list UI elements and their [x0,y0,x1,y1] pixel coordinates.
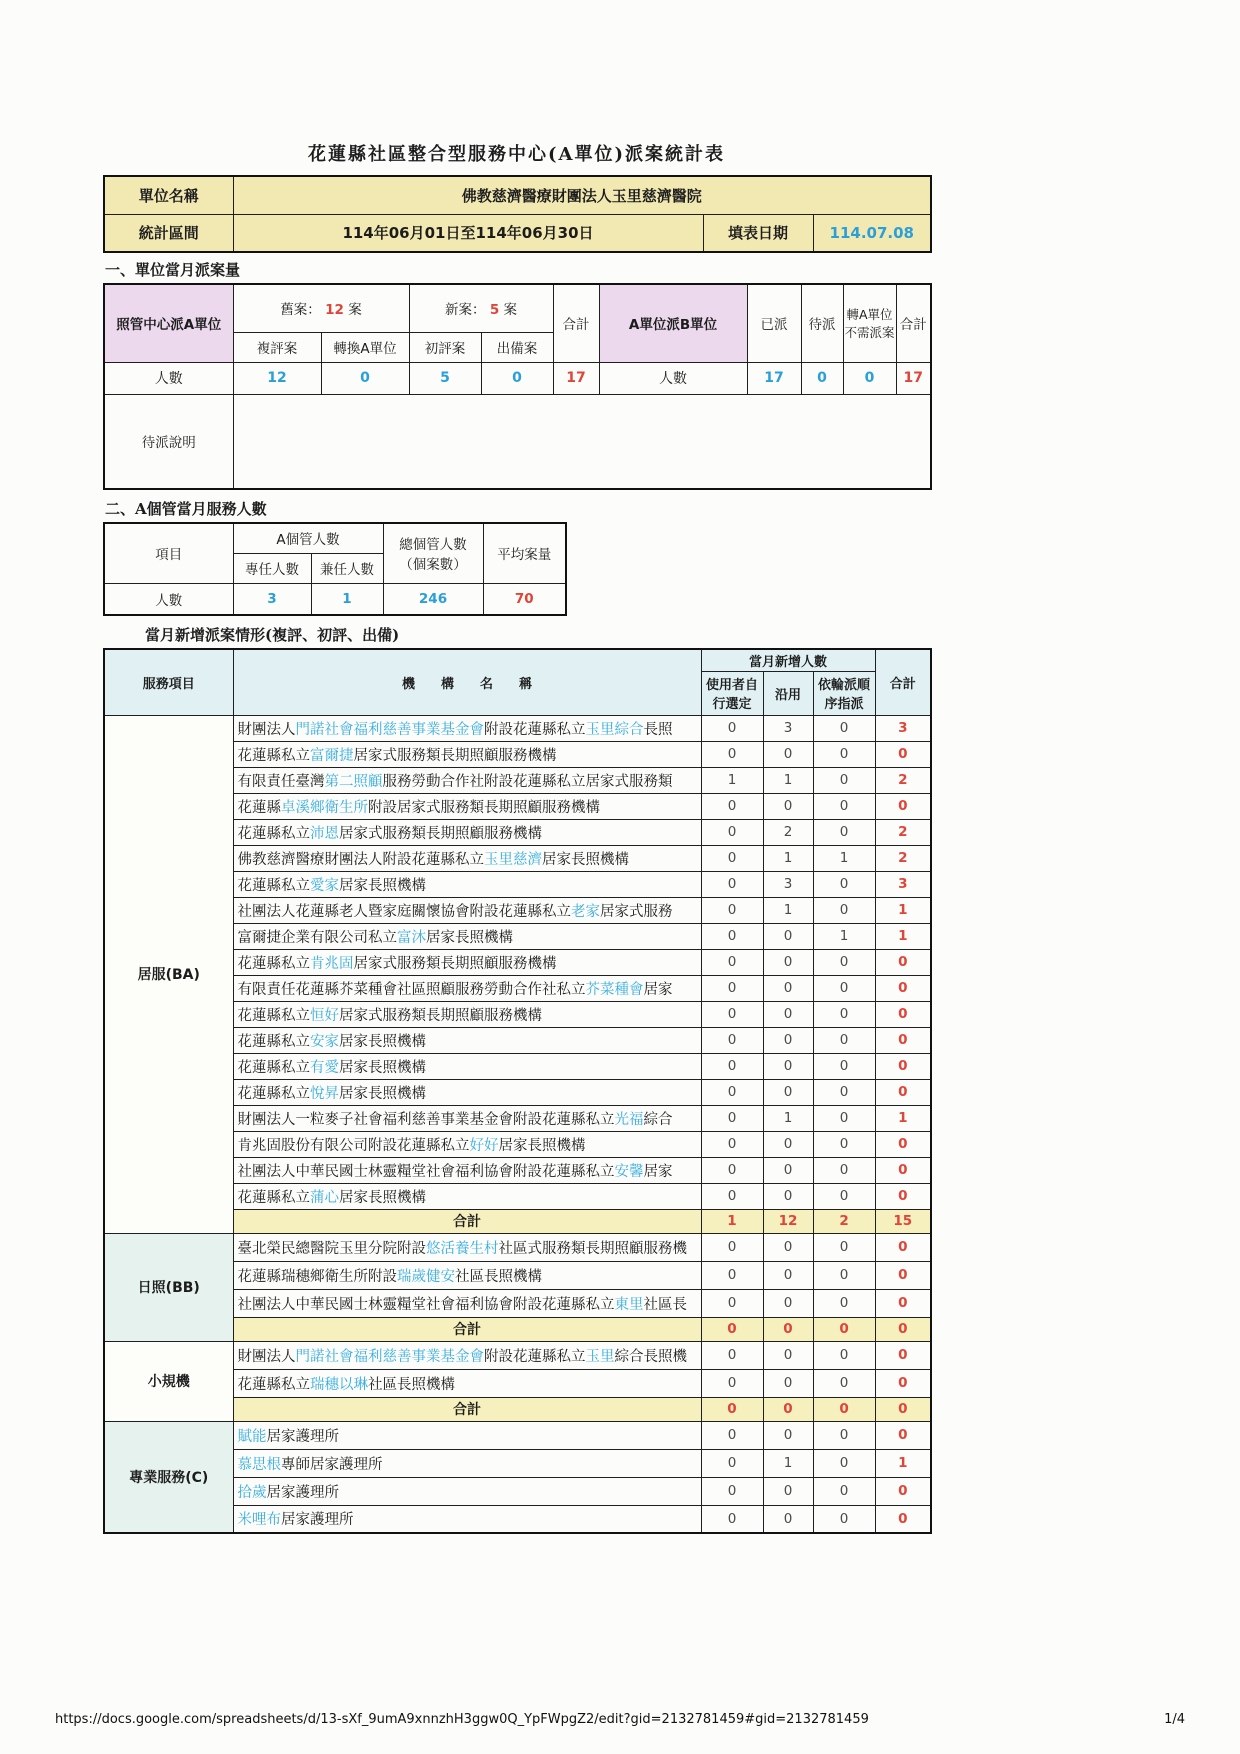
value-cell: 0 [813,1105,875,1131]
item-header: 項目 [104,523,233,583]
value-cell: 0 [701,1289,763,1317]
value-cell: 3 [763,715,813,741]
avg-caseload-header: 平均案量 [483,523,566,583]
left-total-header: 合計 [553,284,599,362]
value-cell: 2 [763,819,813,845]
value-cell: 3 [875,871,931,897]
right-total-header: 合計 [896,284,931,362]
org-name: 社團法人花蓮縣老人暨家庭關懷協會附設花蓮縣私立老家居家式服務 [233,897,701,923]
left-row-label: 人數 [104,362,233,394]
value-cell: 0 [701,1341,763,1369]
org-name: 花蓮縣私立肯兆固居家式服務類長期照顧服務機構 [233,949,701,975]
value-cell: 2 [875,845,931,871]
value-cell: 0 [763,1261,813,1289]
pending-note-value [233,394,931,489]
service-item-header: 服務項目 [104,649,233,715]
value-cell: 0 [875,1233,931,1261]
unit-name-label: 單位名稱 [104,176,233,214]
total-managed-header-line2: （個案數） [399,557,467,574]
value-cell: 0 [701,923,763,949]
subtotal-value: 1 [701,1209,763,1233]
org-name: 拾歲居家護理所 [233,1477,701,1505]
value-cell: 1 [875,1449,931,1477]
value-cell: 0 [701,897,763,923]
old-case-label: 舊案： [280,302,321,319]
value-cell: 0 [813,897,875,923]
care-center-dispatch-header: 照管中心派A單位 [104,284,233,362]
new-case-cell [409,284,553,332]
subtotal-value: 0 [875,1397,931,1421]
value-cell: 0 [763,793,813,819]
org-name: 社團法人中華民國士林靈糧堂社會福利協會附設花蓮縣私立安馨居家 [233,1157,701,1183]
footer-url: https://docs.google.com/spreadsheets/d/13-sXf_9umA9xnnzhH3ggw0Q_YpFWpgZ2/edit?gid=2132781459#gid=2132781459 [55,1712,869,1727]
value-cell: 0 [763,1001,813,1027]
org-name: 慕思根專師居家護理所 [233,1449,701,1477]
parttime-value: 1 [311,583,383,615]
value-cell: 0 [813,793,875,819]
org-name: 花蓮縣私立恒好居家式服務類長期照顧服務機構 [233,1001,701,1027]
org-name: 花蓮縣私立安家居家長照機構 [233,1027,701,1053]
value-cell: 0 [875,1157,931,1183]
value-cell: 0 [813,871,875,897]
grand-total-header: 合計 [875,649,931,715]
value-cell: 0 [813,1027,875,1053]
org-name: 賦能居家護理所 [233,1421,701,1449]
initial-eval-header: 初評案 [409,332,481,362]
page-footer [55,1712,1185,1727]
old-case-value: 12 [325,302,344,319]
value-cell: 0 [813,767,875,793]
value-cell: 0 [813,1131,875,1157]
value-cell: 0 [813,1289,875,1317]
transfer-a-header: 轉換A單位 [321,332,409,362]
value-cell: 0 [763,1079,813,1105]
value-cell: 0 [875,1027,931,1053]
no-dispatch-needed-value: 0 [843,362,896,394]
org-name: 花蓮縣卓溪鄉衛生所附設居家式服務類長期照顧服務機構 [233,793,701,819]
period-value: 114年06月01日至114年06月30日 [233,214,703,252]
table-row [104,1233,931,1261]
subtotal-value: 0 [701,1317,763,1341]
self-select-header: 使用者自行選定 [701,671,763,715]
value-cell: 0 [813,1341,875,1369]
pending-value: 0 [801,362,843,394]
value-cell: 0 [813,715,875,741]
value-cell: 2 [875,819,931,845]
total-managed-header [383,523,483,583]
org-name: 花蓮縣私立沛恩居家式服務類長期照顧服務機構 [233,819,701,845]
old-case-cell [233,284,409,332]
left-total-value: 17 [553,362,599,394]
transfer-a-value: 0 [321,362,409,394]
org-name: 花蓮縣私立富爾捷居家式服務類長期照顧服務機構 [233,741,701,767]
value-cell: 0 [763,1233,813,1261]
value-cell: 0 [813,741,875,767]
org-name: 花蓮縣私立蒲心居家長照機構 [233,1183,701,1209]
parttime-header: 兼任人數 [311,553,383,583]
section3-heading: 當月新增派案情形(複評、初評、出備) [145,626,400,644]
section1-heading: 一、單位當月派案量 [105,261,241,279]
value-cell: 3 [875,715,931,741]
value-cell: 0 [701,871,763,897]
value-cell: 1 [813,923,875,949]
value-cell: 0 [701,1105,763,1131]
value-cell: 0 [763,923,813,949]
org-name: 佛教慈濟醫療財團法人附設花蓮縣私立玉里慈濟居家長照機構 [233,845,701,871]
table-row [104,1341,931,1369]
value-cell: 0 [813,1477,875,1505]
value-cell: 0 [763,1027,813,1053]
page-title: 花蓮縣社區整合型服務中心(A單位)派案統計表 [308,144,725,165]
subtotal-value: 0 [763,1317,813,1341]
value-cell: 0 [813,1421,875,1449]
table-row [104,715,931,741]
new-case-label: 新案： [445,302,486,319]
org-name: 花蓮縣瑞穗鄉衛生所附設瑞歲健安社區長照機構 [233,1261,701,1289]
value-cell: 0 [701,1001,763,1027]
value-cell: 0 [763,949,813,975]
fulltime-header: 專任人數 [233,553,311,583]
value-cell: 0 [813,1001,875,1027]
dispatched-value: 17 [747,362,801,394]
standby-case-header: 出備案 [481,332,553,362]
value-cell: 0 [875,975,931,1001]
value-cell: 1 [763,1449,813,1477]
value-cell: 0 [875,1261,931,1289]
value-cell: 0 [701,1449,763,1477]
avg-caseload-value: 70 [483,583,566,615]
org-name: 米哩布居家護理所 [233,1505,701,1533]
pending-header: 待派 [801,284,843,362]
value-cell: 0 [763,1053,813,1079]
subtotal-value: 0 [875,1317,931,1341]
subtotal-label: 合計 [233,1317,701,1341]
value-cell: 0 [875,1369,931,1397]
value-cell: 1 [701,767,763,793]
period-label: 統計區間 [104,214,233,252]
org-name: 財團法人門諾社會福利慈善事業基金會附設花蓮縣私立玉里綜合長照 [233,715,701,741]
value-cell: 1 [763,845,813,871]
value-cell: 0 [763,1157,813,1183]
value-cell: 0 [813,949,875,975]
subtotal-value: 0 [701,1397,763,1421]
dispatched-header: 已派 [747,284,801,362]
value-cell: 0 [875,1183,931,1209]
org-name: 花蓮縣私立悅昇居家長照機構 [233,1079,701,1105]
standby-case-value: 0 [481,362,553,394]
a-manager-count-header: A個管人數 [233,523,383,553]
value-cell: 0 [875,1289,931,1317]
value-cell: 0 [813,1183,875,1209]
value-cell: 0 [763,1341,813,1369]
service-group-label: 日照(BB) [104,1233,233,1341]
monthly-new-count-header: 當月新增人數 [701,649,875,671]
value-cell: 0 [701,1131,763,1157]
value-cell: 0 [763,1421,813,1449]
value-cell: 0 [701,1053,763,1079]
org-name: 花蓮縣私立愛家居家長照機構 [233,871,701,897]
table-row [104,1421,931,1449]
new-case-unit: 案 [503,302,518,319]
subtotal-label: 合計 [233,1397,701,1421]
value-cell: 1 [875,923,931,949]
value-cell: 1 [763,1105,813,1131]
value-cell: 0 [701,845,763,871]
value-cell: 1 [813,845,875,871]
value-cell: 0 [701,975,763,1001]
org-name: 有限責任花蓮縣芥菜種會社區照顧服務勞動合作社私立芥菜種會居家 [233,975,701,1001]
re-eval-header: 複評案 [233,332,321,362]
value-cell: 0 [701,1183,763,1209]
value-cell: 0 [875,1001,931,1027]
org-name: 財團法人門諾社會福利慈善事業基金會附設花蓮縣私立玉里綜合長照機 [233,1341,701,1369]
value-cell: 0 [701,1157,763,1183]
right-row-label: 人數 [599,362,747,394]
value-cell: 0 [763,1289,813,1317]
org-name-header: 機 構 名 稱 [233,649,701,715]
re-eval-value: 12 [233,362,321,394]
rotation-assign-header: 依輪派順序指派 [813,671,875,715]
value-cell: 1 [875,1105,931,1131]
a-to-b-dispatch-header: A單位派B單位 [599,284,747,362]
subtotal-value: 15 [875,1209,931,1233]
mgr-row-label: 人數 [104,583,233,615]
value-cell: 0 [813,1505,875,1533]
no-dispatch-needed-header: 轉A單位不需派案 [843,284,896,362]
new-dispatch-table [103,648,932,1534]
subtotal-value: 0 [813,1317,875,1341]
subtotal-value: 0 [763,1397,813,1421]
value-cell: 0 [701,1079,763,1105]
org-name: 富爾捷企業有限公司私立富沐居家長照機構 [233,923,701,949]
section2-heading: 二、A個管當月服務人數 [105,500,267,518]
value-cell: 0 [763,1505,813,1533]
value-cell: 0 [701,1369,763,1397]
unit-name-value: 佛教慈濟醫療財團法人玉里慈濟醫院 [233,176,931,214]
subtotal-value: 12 [763,1209,813,1233]
value-cell: 0 [813,1233,875,1261]
subtotal-label: 合計 [233,1209,701,1233]
total-managed-header-line1: 總個管人數 [399,537,467,554]
value-cell: 0 [875,1505,931,1533]
value-cell: 0 [813,1053,875,1079]
value-cell: 0 [701,741,763,767]
fulltime-value: 3 [233,583,311,615]
total-managed-value: 246 [383,583,483,615]
value-cell: 0 [763,975,813,1001]
value-cell: 1 [763,767,813,793]
value-cell: 0 [875,1341,931,1369]
subtotal-value: 2 [813,1209,875,1233]
value-cell: 0 [701,715,763,741]
old-case-unit: 案 [348,302,362,319]
service-group-label: 居服(BA) [104,715,233,1233]
value-cell: 0 [813,1261,875,1289]
subtotal-value: 0 [813,1397,875,1421]
org-name: 臺北榮民總醫院玉里分院附設悠活養生村社區式服務類長期照顧服務機 [233,1233,701,1261]
value-cell: 1 [875,897,931,923]
org-name: 花蓮縣私立有愛居家長照機構 [233,1053,701,1079]
value-cell: 0 [763,741,813,767]
value-cell: 1 [763,897,813,923]
monthly-dispatch-table [103,283,932,490]
value-cell: 0 [875,793,931,819]
value-cell: 0 [763,1477,813,1505]
value-cell: 0 [701,1027,763,1053]
org-name: 財團法人一粒麥子社會福利慈善事業基金會附設花蓮縣私立光福綜合 [233,1105,701,1131]
footer-page-number: 1/4 [1164,1712,1185,1727]
service-group-label: 專業服務(C) [104,1421,233,1533]
value-cell: 0 [763,1131,813,1157]
value-cell: 0 [875,741,931,767]
value-cell: 0 [813,819,875,845]
value-cell: 0 [813,1157,875,1183]
value-cell: 0 [875,1053,931,1079]
value-cell: 0 [701,1505,763,1533]
value-cell: 0 [875,949,931,975]
value-cell: 0 [875,1477,931,1505]
unit-info-table [103,175,932,253]
pending-note-label: 待派說明 [104,394,233,489]
case-manager-table [103,522,567,616]
value-cell: 0 [813,1449,875,1477]
value-cell: 0 [701,1477,763,1505]
value-cell: 2 [875,767,931,793]
org-name: 有限責任臺灣第二照顧服務勞動合作社附設花蓮縣私立居家式服務類 [233,767,701,793]
value-cell: 0 [813,975,875,1001]
value-cell: 0 [763,1183,813,1209]
continue-use-header: 沿用 [763,671,813,715]
fill-date-value: 114.07.08 [813,214,931,252]
value-cell: 0 [701,1233,763,1261]
value-cell: 0 [763,1369,813,1397]
value-cell: 0 [701,819,763,845]
value-cell: 0 [701,949,763,975]
value-cell: 0 [701,1261,763,1289]
right-total-value: 17 [896,362,931,394]
value-cell: 0 [875,1421,931,1449]
value-cell: 3 [763,871,813,897]
value-cell: 0 [813,1369,875,1397]
initial-eval-value: 5 [409,362,481,394]
value-cell: 0 [701,793,763,819]
service-group-label: 小規機 [104,1341,233,1421]
value-cell: 0 [813,1079,875,1105]
value-cell: 0 [875,1131,931,1157]
fill-date-label: 填表日期 [703,214,813,252]
value-cell: 0 [701,1421,763,1449]
org-name: 肯兆固股份有限公司附設花蓮縣私立好好居家長照機構 [233,1131,701,1157]
new-case-value: 5 [489,302,500,319]
value-cell: 0 [875,1079,931,1105]
org-name: 社團法人中華民國士林靈糧堂社會福利協會附設花蓮縣私立東里社區長 [233,1289,701,1317]
org-name: 花蓮縣私立瑞穗以琳社區長照機構 [233,1369,701,1397]
